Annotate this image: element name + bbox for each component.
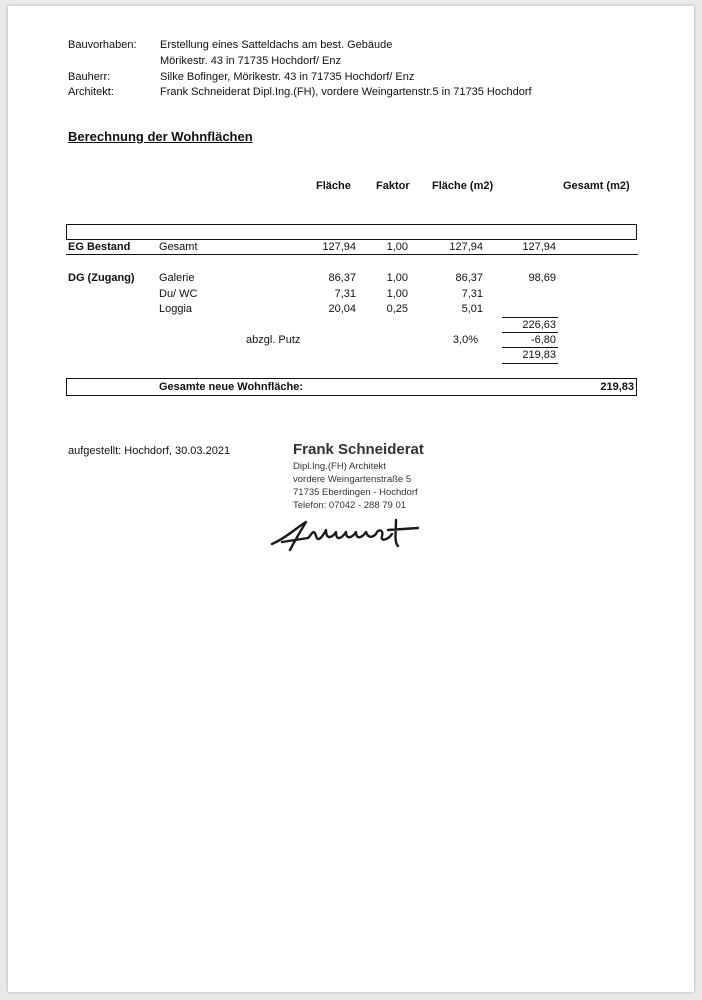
cell-faktor-duwc: 1,00 (386, 288, 408, 300)
architekt-value: Frank Schneiderat Dipl.Ing.(FH), vordere Weingartenstr.5 in 71735 Hochdorf (160, 86, 532, 98)
cell-faktor-galerie: 1,00 (386, 272, 408, 284)
cell-flaeche-duwc: 7,31 (334, 288, 356, 300)
row-name-galerie: Galerie (159, 272, 195, 284)
cell-faktor-eg: 1,00 (386, 241, 408, 253)
cell-flaeche-m2-loggia: 5,01 (461, 303, 483, 315)
stamp-name: Frank Schneiderat (293, 441, 424, 458)
column-header-flaeche: Fläche (316, 180, 351, 192)
cell-flaeche-galerie: 86,37 (328, 272, 356, 284)
stamp-city: 71735 Eberdingen - Hochdorf (293, 487, 418, 498)
bauvorhaben-line1: Erstellung eines Satteldachs am best. Gebäude (160, 39, 393, 51)
cell-gesamt-dg: 98,69 (528, 272, 556, 284)
total-box (66, 378, 637, 396)
cell-gesamt-eg: 127,94 (522, 241, 556, 253)
bauvorhaben-label: Bauvorhaben: (68, 39, 137, 51)
row-group-eg: EG Bestand (68, 241, 131, 253)
subtotal-result: 219,83 (522, 349, 556, 361)
subtotal-line (502, 363, 558, 364)
cell-flaeche-m2-duwc: 7,31 (461, 288, 483, 300)
table-header-frame (66, 224, 637, 240)
page-title: Berechnung der Wohnflächen (68, 129, 253, 144)
cell-faktor-loggia: 0,25 (386, 303, 408, 315)
stamp-street: vordere Weingartenstraße 5 (293, 474, 412, 485)
cell-flaeche-loggia: 20,04 (328, 303, 356, 315)
stamp-phone: Telefon: 07042 - 288 79 01 (293, 500, 407, 511)
column-header-gesamt-m2: Gesamt (m2) (563, 180, 630, 192)
subtotal-line (502, 347, 558, 348)
total-label: Gesamte neue Wohnfläche: (159, 381, 304, 393)
aufgestellt-text: aufgestellt: Hochdorf, 30.03.2021 (68, 445, 231, 457)
putz-label: abzgl. Putz (246, 334, 301, 346)
cell-flaeche-m2-galerie: 86,37 (455, 272, 483, 284)
bauvorhaben-line2: Mörikestr. 43 in 71735 Hochdorf/ Enz (160, 55, 341, 67)
row-name-eg: Gesamt (159, 241, 198, 253)
subtotal-sum: 226,63 (522, 319, 556, 331)
column-header-flaeche-m2: Fläche (m2) (432, 180, 494, 192)
stamp-title: Dipl.Ing.(FH) Architekt (293, 461, 386, 472)
row-divider (66, 254, 638, 255)
bauherr-value: Silke Bofinger, Mörikestr. 43 in 71735 Hochdorf/ Enz (160, 71, 415, 83)
bauherr-label: Bauherr: (68, 71, 111, 83)
putz-value: -6,80 (530, 334, 556, 346)
putz-percent: 3,0% (452, 334, 478, 346)
cell-flaeche-eg: 127,94 (322, 241, 356, 253)
row-name-duwc: Du/ WC (159, 288, 198, 300)
cell-flaeche-m2-eg: 127,94 (449, 241, 483, 253)
signature-image (268, 514, 438, 556)
row-name-loggia: Loggia (159, 303, 193, 315)
column-header-faktor: Faktor (376, 180, 410, 192)
subtotal-line (502, 317, 558, 318)
architekt-label: Architekt: (68, 86, 114, 98)
row-group-dg: DG (Zugang) (68, 272, 135, 284)
total-value: 219,83 (600, 381, 634, 393)
document-page (8, 6, 694, 992)
subtotal-line (502, 332, 558, 333)
